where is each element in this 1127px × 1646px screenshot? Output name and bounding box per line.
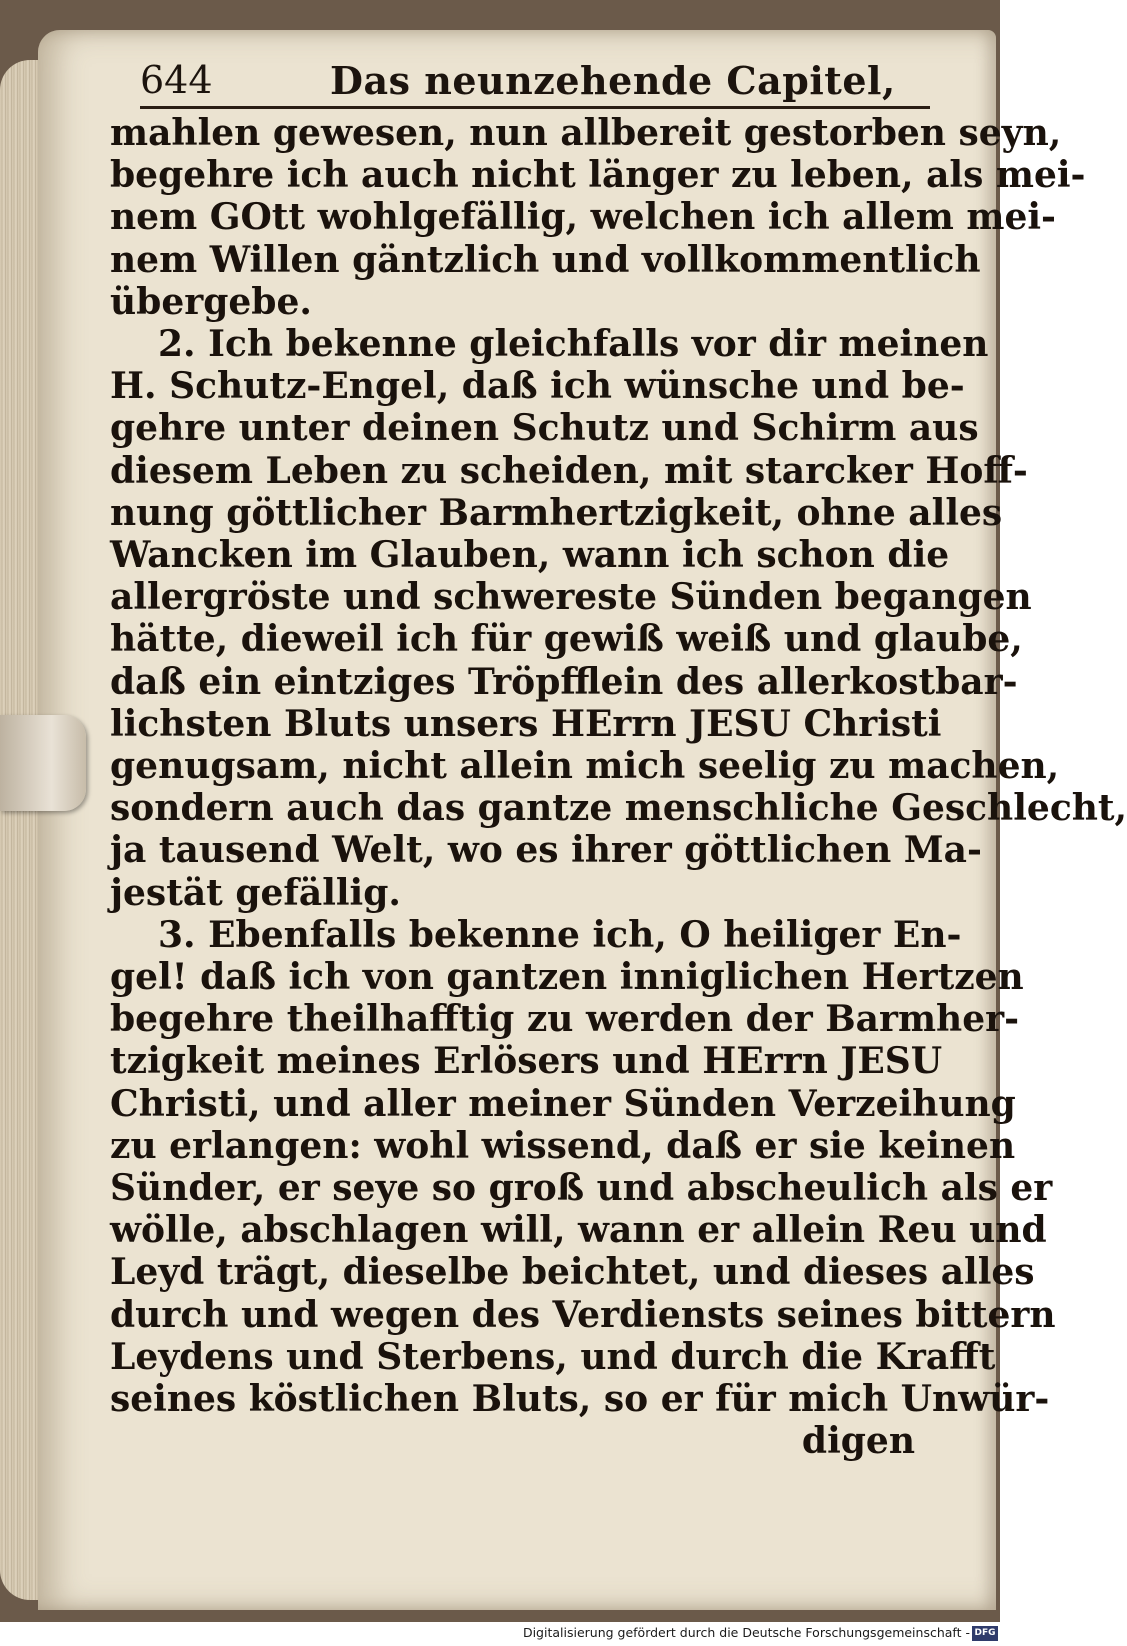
- text-line: Christi, und aller meiner Sünden Verzeihung: [110, 1082, 1016, 1125]
- text-line: Sünder, er seye so groß und abscheulich als er: [110, 1167, 1053, 1210]
- page-number: 644: [140, 58, 213, 102]
- text-line: ja tausend Welt, wo es ihrer göttlichen Ma-: [110, 829, 982, 872]
- text-line: lichsten Bluts unsers HErrn JESU Christi: [110, 702, 942, 745]
- text-line: genugsam, nicht allein mich seelig zu machen,: [110, 745, 1060, 788]
- text-line: Leyd trägt, dieselbe beichtet, und dieses alles: [110, 1251, 1035, 1294]
- text-line: nem GOtt wohlgefällig, welchen ich allem mei-: [110, 196, 1057, 239]
- text-line: hätte, dieweil ich für gewiß weiß und glaube,: [110, 618, 1023, 661]
- text-line: gel! daß ich von gantzen inniglichen Hertzen: [110, 956, 1024, 999]
- header-rule: [140, 106, 930, 109]
- paragraph-3-start: 3. Ebenfalls bekenne ich, O heiliger En-: [158, 913, 962, 956]
- text-line: allergröste und schwereste Sünden begangen: [110, 576, 1032, 619]
- paragraph-2-start: 2. Ich bekenne gleichfalls vor dir meinen: [158, 323, 989, 366]
- body-text: [110, 112, 1127, 1463]
- text-line: mahlen gewesen, nun allbereit gestorben seyn,: [110, 112, 1062, 154]
- text-line: Leydens und Sterbens, und durch die Krafft: [110, 1335, 996, 1378]
- text-line: daß ein eintziges Tröpfflein des allerkostbar-: [110, 660, 1018, 703]
- dfg-logo-icon: DFG: [972, 1626, 998, 1641]
- page-header: [140, 58, 930, 110]
- text-line: tzigkeit meines Erlösers und HErrn JESU: [110, 1040, 943, 1083]
- text-line: diesem Leben zu scheiden, mit starcker Hoff-: [110, 449, 1028, 492]
- text-line: durch und wegen des Verdiensts seines bittern: [110, 1293, 1056, 1336]
- book-clasp: [0, 715, 86, 811]
- text-line: begehre ich auch nicht länger zu leben, als mei-: [110, 154, 1086, 197]
- text-line: H. Schutz-Engel, daß ich wünsche und be-: [110, 365, 965, 408]
- text-line: nem Willen gäntzlich und vollkommentlich: [110, 238, 981, 281]
- text-line: wölle, abschlagen will, wann er allein Reu und: [110, 1209, 1047, 1252]
- funding-credit: Digitalisierung gefördert durch die Deutsche Forschungsgemeinschaft -: [522, 1625, 970, 1640]
- text-line: sondern auch das gantze menschliche Geschlecht,: [110, 787, 1127, 830]
- text-line: seines köstlichen Bluts, so er für mich Unwür-: [110, 1378, 1050, 1421]
- text-line: nung göttlicher Barmhertzigkeit, ohne alles: [110, 491, 1003, 534]
- text-line: jestät gefällig.: [110, 871, 401, 914]
- text-line: begehre theilhafftig zu werden der Barmher-: [110, 998, 1020, 1041]
- running-head: Das neunzehende Capitel,: [330, 58, 896, 103]
- text-line: Wancken im Glauben, wann ich schon die: [110, 534, 950, 577]
- text-line: gehre unter deinen Schutz und Schirm aus: [110, 407, 979, 450]
- catchword: digen: [801, 1420, 915, 1463]
- text-line: übergebe.: [110, 280, 312, 323]
- text-line: zu erlangen: wohl wissend, daß er sie keinen: [110, 1124, 1016, 1167]
